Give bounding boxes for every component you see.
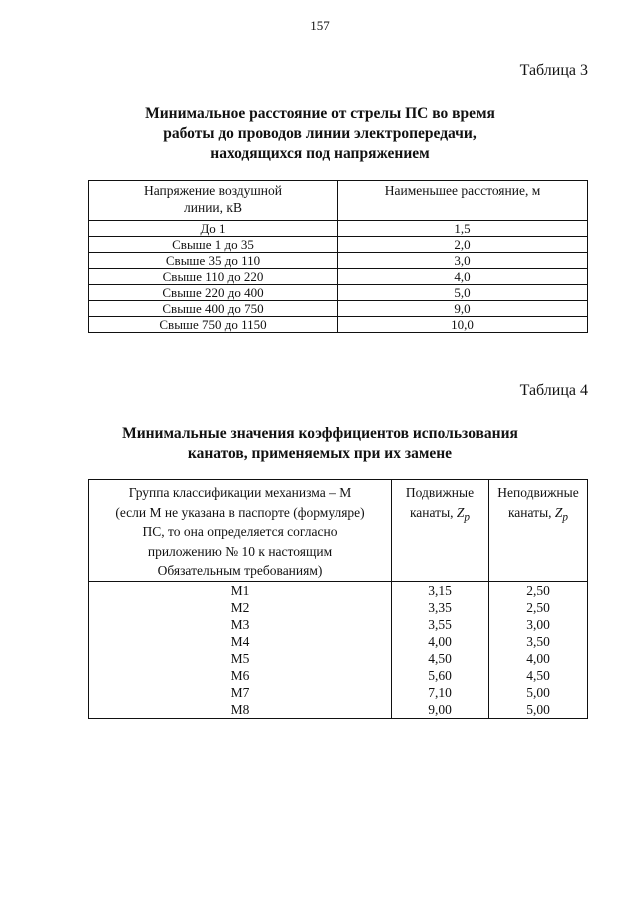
table4-cell-group: М3 [89,616,392,633]
header-text: канаты, [409,504,454,520]
header-line: (если М не указана в паспорте (формуляре) [115,504,365,520]
header-text: канаты, [507,504,552,520]
table3-cell-distance: 4,0 [338,269,588,285]
table4-cell-group: М2 [89,599,392,616]
header-line: приложению № 10 к настоящим [147,543,333,559]
header-line [491,503,585,528]
table3-cell-distance: 9,0 [338,301,588,317]
table3-row [89,237,588,253]
table4-cell-group: М4 [89,633,392,650]
table3-cell-voltage: Свыше 400 до 750 [89,301,338,317]
table3-cell-voltage: Свыше 220 до 400 [89,285,338,301]
table3-cell-voltage: Свыше 750 до 1150 [89,317,338,333]
z-subscript: p [464,511,471,524]
header-line: Напряжение воздушной [143,183,283,198]
table4-row [89,616,588,633]
table4-cell-fixed: 5,00 [489,684,588,701]
table3-cell-voltage: Свыше 110 до 220 [89,269,338,285]
table4-cell-moving: 5,60 [392,667,489,684]
table3 [88,180,588,333]
table3-header-distance: Наименьшее расстояние, м [338,181,588,221]
z-subscript: p [562,511,569,524]
table3-cell-distance: 10,0 [338,317,588,333]
header-line: линии, кВ [184,200,242,215]
header-line: Обязательным требованиям) [157,563,323,578]
table3-cell-distance: 1,5 [338,221,588,237]
table4-header-group [89,480,392,582]
table3-title [0,104,640,164]
table3-row [89,317,588,333]
table3-cell-distance: 5,0 [338,285,588,301]
table3-cell-voltage: Свыше 1 до 35 [89,237,338,253]
table4-row [89,667,588,684]
table4-row [89,581,588,599]
table3-label: Таблица 3 [519,62,588,79]
table4-cell-moving: 4,50 [392,650,489,667]
table4-cell-group: М7 [89,684,392,701]
table4-cell-fixed: 4,00 [489,650,588,667]
header-line: Неподвижные [497,485,579,500]
table4-cell-group: М6 [89,667,392,684]
table4-cell-fixed: 2,50 [489,581,588,599]
table4-row [89,599,588,616]
table4-title-line: канатов, применяемых при их замене [187,445,453,462]
table3-row [89,253,588,269]
table4-row [89,650,588,667]
table4-cell-moving: 3,55 [392,616,489,633]
page-number: 157 [310,18,330,33]
table4-cell-moving: 3,35 [392,599,489,616]
header-line: Подвижные [405,485,475,500]
table4-title-line: Минимальные значения коэффициентов использования [122,425,518,442]
table3-cell-voltage: До 1 [89,221,338,237]
table3-row [89,221,588,237]
table4-header-fixed [489,480,588,582]
table4-row [89,633,588,650]
table4-cell-moving: 7,10 [392,684,489,701]
table4-cell-group: М8 [89,701,392,719]
table3-title-line: находящихся под напряжением [210,145,430,162]
table4-cell-fixed: 3,00 [489,616,588,633]
header-line: ПС, то она определяется согласно [142,524,338,539]
table4-label: Таблица 4 [519,382,588,399]
table4 [88,479,588,719]
header-line: Группа классификации механизма – М [128,485,352,500]
table4-cell-moving: 4,00 [392,633,489,650]
table4-cell-fixed: 4,50 [489,667,588,684]
z-symbol: Z [554,504,563,520]
table3-row [89,269,588,285]
table4-body [89,581,588,718]
table4-cell-moving: 3,15 [392,581,489,599]
table4-title [0,424,640,464]
table4-cell-group: М1 [89,581,392,599]
table4-cell-fixed: 3,50 [489,633,588,650]
table4-cell-fixed: 2,50 [489,599,588,616]
table3-title-line: работы до проводов линии электропередачи, [163,125,477,142]
table3-cell-voltage: Свыше 35 до 110 [89,253,338,269]
table3-row [89,285,588,301]
table3-row [89,301,588,317]
table3-cell-distance: 3,0 [338,253,588,269]
table4-header-moving [392,480,489,582]
table4-row [89,684,588,701]
table3-header-voltage [89,181,338,221]
z-symbol: Z [456,504,465,520]
table4-row [89,701,588,719]
table4-cell-fixed: 5,00 [489,701,588,719]
table3-title-line: Минимальное расстояние от стрелы ПС во время [145,105,495,122]
table3-body [89,221,588,333]
table4-cell-moving: 9,00 [392,701,489,719]
table4-cell-group: М5 [89,650,392,667]
table3-cell-distance: 2,0 [338,237,588,253]
header-line [394,503,486,528]
